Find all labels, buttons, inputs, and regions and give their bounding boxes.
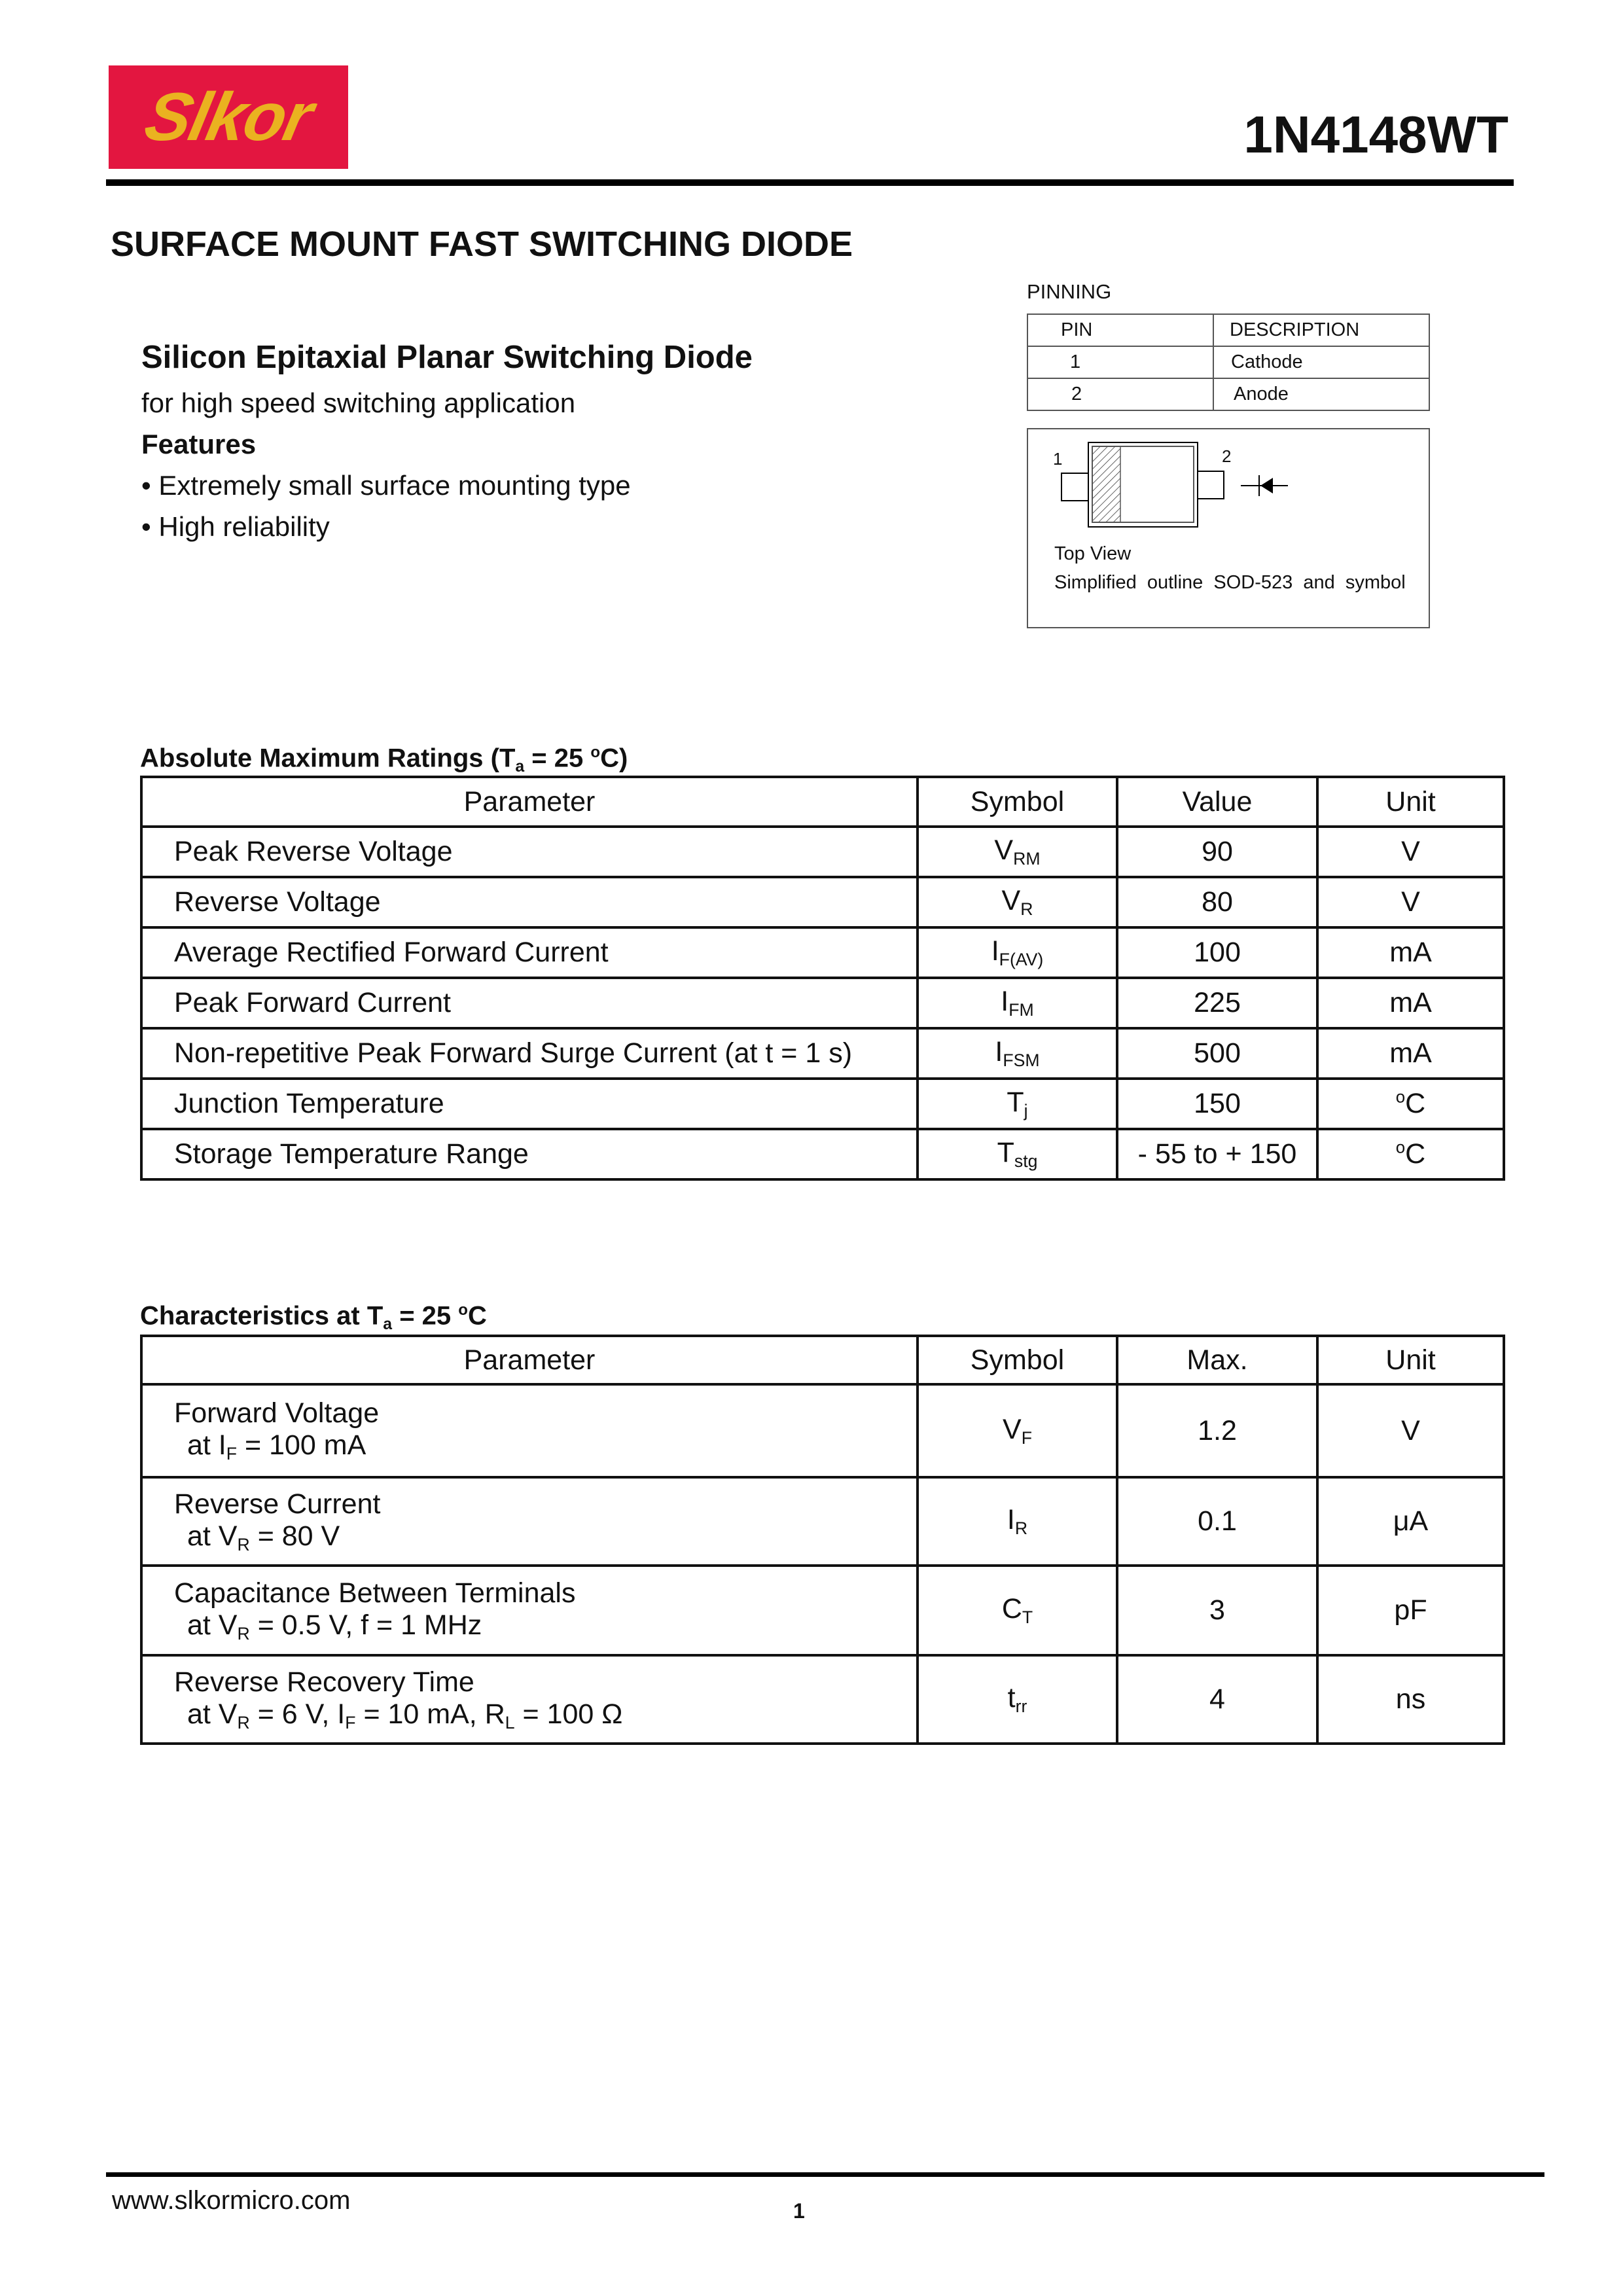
table-header-row	[141, 777, 1504, 827]
pin-cell: 2	[1027, 378, 1213, 410]
unit-cell: V	[1317, 877, 1504, 927]
title-text: Absolute Maximum Ratings (T	[140, 744, 516, 773]
cond-text: = 6 V, I	[249, 1698, 346, 1730]
unit-cell: V	[1317, 1384, 1504, 1477]
symbol-sub: FM	[1008, 999, 1034, 1020]
symbol-cell	[918, 1028, 1117, 1079]
cond-text: = 10 mA, R	[355, 1698, 505, 1730]
symbol: V	[994, 834, 1014, 866]
header-cell: Parameter	[141, 777, 918, 827]
parameter-cell	[141, 1655, 918, 1744]
header-divider	[106, 179, 1514, 186]
cond-text: = 100 Ω	[514, 1698, 623, 1730]
test-condition	[174, 1698, 916, 1733]
symbol-cell	[918, 1384, 1117, 1477]
parameter-name: Forward Voltage	[174, 1397, 380, 1429]
table-row	[1027, 378, 1429, 410]
table-row	[141, 1028, 1504, 1079]
parameter-cell: Non-repetitive Peak Forward Surge Current (at t = 1 s)	[141, 1028, 918, 1079]
cond-text: at I	[187, 1429, 226, 1461]
parameter-cell: Peak Reverse Voltage	[141, 827, 918, 877]
max-cell: 1.2	[1117, 1384, 1317, 1477]
pin-cell: 1	[1027, 346, 1213, 378]
parameter-cell: Storage Temperature Range	[141, 1129, 918, 1179]
intro-heading: Silicon Epitaxial Planar Switching Diode	[141, 340, 753, 375]
cond-text: at V	[187, 1609, 238, 1641]
header-cell: DESCRIPTION	[1213, 314, 1429, 346]
max-cell: 4	[1117, 1655, 1317, 1744]
parameter-cell	[141, 1566, 918, 1655]
part-number: 1N4148WT	[1243, 105, 1508, 164]
title-text: C	[467, 1301, 487, 1331]
unit: C	[1405, 1088, 1426, 1119]
degree-sign: o	[590, 744, 601, 761]
degree-sign: o	[458, 1301, 468, 1319]
ratings-title	[140, 744, 628, 776]
table-row	[1027, 346, 1429, 378]
header-cell: Value	[1117, 777, 1317, 827]
title-text: C)	[600, 744, 628, 773]
table-row	[141, 877, 1504, 927]
unit-cell: mA	[1317, 978, 1504, 1028]
symbol-sub: R	[1014, 1518, 1028, 1538]
pin2-label: 2	[1222, 446, 1232, 466]
title-text: Characteristics at T	[140, 1301, 383, 1331]
characteristics-table	[140, 1335, 1505, 1745]
cond-sub: F	[345, 1712, 356, 1732]
parameter-cell	[141, 1384, 918, 1477]
symbol-sub: RM	[1013, 848, 1041, 869]
unit-cell: V	[1317, 827, 1504, 877]
symbol: I	[1007, 1504, 1015, 1535]
unit-cell	[1317, 1079, 1504, 1129]
symbol: C	[1001, 1593, 1022, 1624]
page-number: 1	[793, 2199, 805, 2223]
test-condition	[174, 1520, 916, 1555]
cond-sub: R	[237, 1712, 250, 1732]
symbol: I	[1001, 986, 1009, 1017]
page-title: SURFACE MOUNT FAST SWITCHING DIODE	[111, 224, 853, 264]
cond-text: = 100 mA	[237, 1429, 366, 1461]
header-cell: Symbol	[918, 1336, 1117, 1384]
symbol-cell	[918, 1655, 1117, 1744]
header-cell: Symbol	[918, 777, 1117, 827]
parameter-cell: Junction Temperature	[141, 1079, 918, 1129]
unit: C	[1405, 1138, 1426, 1170]
header-cell: Unit	[1317, 1336, 1504, 1384]
symbol: T	[1007, 1086, 1024, 1118]
cond-sub: R	[237, 1623, 250, 1643]
footer-divider	[106, 2172, 1544, 2177]
symbol-sub: FSM	[1003, 1050, 1040, 1070]
symbol-cell	[918, 978, 1117, 1028]
pinning-label: PINNING	[1027, 280, 1112, 303]
unit-cell: mA	[1317, 927, 1504, 978]
title-sub: a	[383, 1315, 393, 1333]
unit-cell: ns	[1317, 1655, 1504, 1744]
cond-sub: L	[505, 1712, 515, 1732]
table-row	[141, 927, 1504, 978]
parameter-name: Capacitance Between Terminals	[174, 1577, 576, 1609]
cond-sub: F	[226, 1443, 238, 1463]
title-sub: a	[515, 757, 525, 776]
pin1-label: 1	[1053, 449, 1063, 469]
cond-text: at V	[187, 1698, 238, 1730]
symbol-sub: stg	[1014, 1151, 1038, 1171]
value-cell: 100	[1117, 927, 1317, 978]
table-header-row	[141, 1336, 1504, 1384]
parameter-cell	[141, 1477, 918, 1566]
parameter-name: Reverse Recovery Time	[174, 1666, 474, 1698]
symbol-sub: F(AV)	[999, 949, 1044, 969]
symbol: V	[1003, 1413, 1022, 1445]
package-diagram	[1027, 428, 1430, 628]
table-row	[141, 978, 1504, 1028]
symbol-sub: j	[1024, 1100, 1028, 1121]
symbol: V	[1001, 885, 1021, 916]
top-view-label: Top View	[1054, 543, 1132, 564]
parameter-cell: Average Rectified Forward Current	[141, 927, 918, 978]
intro-subtitle: for high speed switching application	[141, 387, 576, 418]
degree-sign: o	[1395, 1138, 1406, 1157]
header-cell: Unit	[1317, 777, 1504, 827]
desc-cell: Anode	[1213, 378, 1429, 410]
value-cell: 500	[1117, 1028, 1317, 1079]
symbol: t	[1007, 1682, 1016, 1713]
value-cell: 150	[1117, 1079, 1317, 1129]
value-cell: 90	[1117, 827, 1317, 877]
symbol-cell	[918, 877, 1117, 927]
features-label: Features	[141, 429, 257, 459]
table-row	[141, 1566, 1504, 1655]
table-row	[141, 1384, 1504, 1477]
parameter-cell: Peak Forward Current	[141, 978, 918, 1028]
table-row	[141, 1477, 1504, 1566]
unit-cell: μA	[1317, 1477, 1504, 1566]
symbol-cell	[918, 927, 1117, 978]
value-cell: 225	[1117, 978, 1317, 1028]
table-row	[141, 1079, 1504, 1129]
pinning-table	[1027, 314, 1430, 411]
feature-item: • High reliability	[141, 511, 330, 542]
slkor-logo	[109, 65, 348, 169]
symbol-sub: R	[1020, 899, 1033, 919]
table-row	[1027, 314, 1429, 346]
table-row	[141, 827, 1504, 877]
parameter-name: Reverse Current	[174, 1488, 381, 1520]
cond-text: = 0.5 V, f = 1 MHz	[249, 1609, 482, 1641]
max-cell: 3	[1117, 1566, 1317, 1655]
symbol-sub: T	[1022, 1607, 1033, 1627]
unit-cell: mA	[1317, 1028, 1504, 1079]
cond-text: = 80 V	[249, 1520, 340, 1552]
header-cell: Max.	[1117, 1336, 1317, 1384]
symbol: T	[997, 1137, 1014, 1168]
feature-item: • Extremely small surface mounting type	[141, 470, 631, 501]
unit-cell: pF	[1317, 1566, 1504, 1655]
desc-cell: Cathode	[1213, 346, 1429, 378]
symbol: I	[995, 1036, 1003, 1067]
cond-sub: R	[237, 1534, 250, 1554]
cond-text: at V	[187, 1520, 238, 1552]
table-row	[141, 1655, 1504, 1744]
ratings-table	[140, 776, 1505, 1181]
website-link[interactable]: www.slkormicro.com	[112, 2186, 351, 2215]
title-text: = 25	[392, 1301, 459, 1331]
max-cell: 0.1	[1117, 1477, 1317, 1566]
symbol-cell	[918, 827, 1117, 877]
degree-sign: o	[1395, 1088, 1406, 1107]
diagram-caption: Simplified outline SOD-523 and symbol	[1054, 572, 1406, 593]
symbol-cell	[918, 1566, 1117, 1655]
title-text: = 25	[524, 744, 591, 773]
header-cell: PIN	[1027, 314, 1213, 346]
logo-text: Slkor	[138, 79, 319, 155]
test-condition	[174, 1609, 916, 1644]
value-cell: - 55 to + 150	[1117, 1129, 1317, 1179]
symbol-cell	[918, 1477, 1117, 1566]
symbol: I	[991, 935, 999, 967]
test-condition	[174, 1429, 916, 1464]
symbol-cell	[918, 1129, 1117, 1179]
symbol-sub: rr	[1015, 1696, 1027, 1716]
table-row	[141, 1129, 1504, 1179]
parameter-cell: Reverse Voltage	[141, 877, 918, 927]
value-cell: 80	[1117, 877, 1317, 927]
symbol-cell	[918, 1079, 1117, 1129]
characteristics-title	[140, 1301, 487, 1334]
symbol-sub: F	[1021, 1427, 1032, 1448]
header-cell: Parameter	[141, 1336, 918, 1384]
unit-cell	[1317, 1129, 1504, 1179]
